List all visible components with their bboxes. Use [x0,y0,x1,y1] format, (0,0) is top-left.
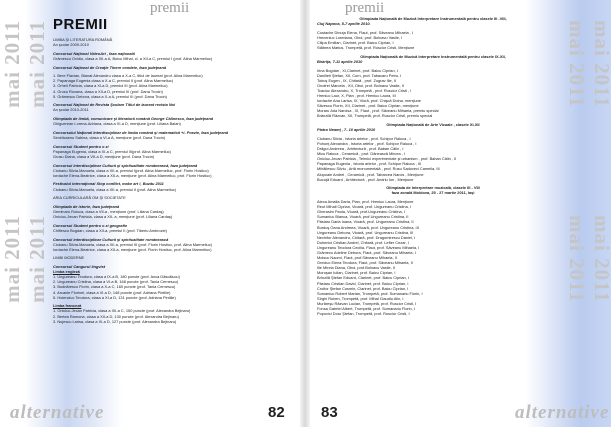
left-page [0,0,305,427]
section-heading: Olimpiada de istorie, faza judeţeană [53,203,120,209]
award-line: Reut Mihail Ciprian, Vioară, prof. Ungureanu Cristina, I [317,204,411,210]
page-title: PREMII [53,16,108,33]
award-line: Sumaniuc Bianca, Vioară, prof.Ungureanu Cristina, II [317,214,409,220]
side-stamp-right-outer: mai 2011 [590,20,614,108]
left-content [53,16,293,324]
award-line: Onicluc-Jecan Patricia, clasa a XII- a, menţiune (prof. Liliana Cardaş) [53,214,173,220]
award-line: Irina Bogdan , XI,Clarinet, prof. Baicu Ciprian, I [317,67,398,73]
section-heading: Concursului Naţional Interdisciplinar de limba română şi matematică +/- Poezie, faza judeţeană [53,129,229,135]
section-heading: Concursul Naţional de Revista Şcolare Titlul de laureat revista Noi [53,102,176,108]
section-heading: Concursul Naţional de Creaţie Tinere condeie, faza judeţeană [53,64,167,70]
section-heading: Concursul interdisciplinar Cultură şi spiritualitate românească, faza judeţeană [53,162,198,168]
section-heading: Olimpiada Naţională de Arte Vizuale , clasele XI-XII [386,122,480,128]
award-line: Grosu Diana, clasa a VII-a D, menţiune (prof. Dana Trocin) [53,153,155,159]
book-spine [300,0,310,427]
side-stamp-right-inner: mai 2011 [565,20,589,108]
page-number-right: 83 [321,404,338,421]
award-line: Pohonţ Alexandra , Istoria artelor , prof. Schipor Raluca , I [317,140,417,146]
award-line: 3. Orheii Patricia, clasa a XI-a D, premiul III (prof. Alina Marmeliuc) [53,83,168,89]
award-line: An şcolar 2009-2010 [53,42,89,48]
running-header-right: premii [345,0,385,16]
award-line: Pâslaru Cristian David, Clarinet, prof. Baicu Ciprian, I [317,280,409,286]
award-line: Sumaniuc Robert Marian, Trompetă, prof. Sumanariu Florin, I [317,290,423,296]
footer-alternative-left: alternative [10,402,105,423]
award-line: Brînzilă Ştefan Eduard, Clarinet, prof. Baicu Ciprian, I [317,275,409,281]
award-line: LIMBI MODERNE [53,255,85,261]
award-line: ARIA CURRICULARĂ OM ŞI SOCIETATE [53,195,126,201]
award-line: Costache Dinuţa Elena, Flaut, prof. Săveanu Mihaela , I [317,29,414,35]
award-line: Danilleti Ştefan, XII, Corn, prof. Tabacaru Petru, I [317,72,402,78]
left-text-block [53,37,293,324]
award-line: Alupoaie Andrei , Ceramică , prof. Tabarcea Narcis , Menţiune [317,171,424,177]
right-text-block [317,16,549,316]
award-line: Chifiescu Bogdan, clasa a XII-a, premiul II (prof. Tiberiu Ambrozie) [53,227,167,233]
award-line: Fonsa Gabriel Albert, Trompetă, prof. Sumanariu Florin, I [317,306,415,312]
section-heading: Olimpiada Naţională de Muzică Interpretare Instrumentală pentru clasele IX-XII, [360,53,506,59]
award-line: Ghiguerean Lorena-Adriana, clasa a XI-a D, menţiune (prof. Liliana Balan) [53,121,181,127]
award-line: 3. Bodnărescu Florin, clasa a X-a C, 160 puncte (prof. Tania Cernescu) [53,284,176,290]
subsection-heading: Limba franceză [53,303,82,309]
award-line: LIMBA ŞI LITERATURA ROMÂNĂ [53,37,113,42]
award-line: Grămescu Ovidiu, clasa a XII-a A, Boicu Mihai, cl. a XII-a C, premiul I (prof. Alina Marmeliuc) [53,55,213,61]
section-subheading: Piatra Neamţ , 7- 10 aprilie 2010 [317,127,376,133]
award-line: Moraru Ada Narcisa , XI, Flaut , prof. Săveanu Mihaela, premiu special [317,108,439,114]
award-line: Murăreşu Răzvan Lucian, Trompetă, prof. Ruscior Cristi, I [317,300,417,306]
section-heading: Concursul Naţional VideoArt , faza naţională [53,50,135,56]
award-line: Gherasim Paula, Vioară, prof.Ungureanu Cristina, I [317,209,405,215]
award-line: Sîrghi Ruben, Trompetă, prof. Mihai Claudiu Alin, I [317,295,404,301]
side-stamp-right-outer-2: mai 2011 [590,215,614,303]
award-line: Ciobanu Silvia-Manuela, clasa a XII-a, premiul I(prof. Alina Marmeliuc, prof. Florin Hostiuc) [53,167,209,173]
award-line: 2. Ungureanu Cristina, clasa a VI-a B, 168 puncte (prof. Tania Cernescu) [53,279,179,285]
award-line: 5. Holenciuc Teodora, clasa a XI-a D, 131 puncte (prof. Adriana Pintilie) [53,294,176,300]
award-line: Hreceniuc Loredana, Oboi, prof. Bolnavu Vasile, I [317,34,403,40]
award-line: Ungureanu Teodora Cecilia, Flaut, prof. Săveanu Mihaela, I [317,244,420,250]
side-stamp-left-outer-2: mai 2011 [0,215,24,303]
award-line: 5. Grămescu Debora, clasa a X-a A, premiul III (prof. Dana Trocin) [53,93,167,99]
section-heading: Concursul interdisciplinar Cultură şi spiritualitate românească [53,236,169,242]
side-stamp-left-outer: mai 2011 [0,20,24,108]
award-line: Iordache Elena-Beatrice, clasa a XII-a, menţiune (prof. Florin Hostiuc, prof. Alina Marmeliuc) [53,246,212,252]
award-line: Ciobanu Silvia-Manuela, clasa a XII-a, premiul II (prof. Alina Marmeliuc) [53,186,177,192]
award-line: 2. Bertea Ramona, clasa a XII-a D, 130 puncte (prof. Alexandra Bejinaru) [53,313,179,319]
award-line: Cilipa Emilian, Clarinet, prof. Baicu Ciprian, I [317,39,394,45]
award-line: Tcaciuc Alexandru, X, Trompetă , prof. Ruscior Cristi , I [317,87,412,93]
section-heading: Olimpiada de limbă, comunicare şi literatură română George Călinescu, faza judeţeană [53,116,214,122]
award-line: Onicluc-Jecan Patricia , Tehnici experimentale şi urbanism , prof. Baban Călin , II [317,156,457,162]
award-line: Ciobanu Silvia-Manuela, clasa a XII-a, premiul III (prof. Florin Hostiuc, prof. Alina Marmeliuc) [53,241,212,247]
award-line: 1. Onicluc-Jecan Patricia, clasa a XII-a C, 150 puncte (prof. Alexandra Bejinaru) [53,308,191,314]
running-header-left: premii [150,0,190,16]
section-subheading: Cluj Napoca, 5-7 aprilie 2010. [317,21,371,27]
award-line: Alexa Amalia Daria, Pian, prof. Hreniuc Laura, Menţiune [317,199,414,205]
page-number-left: 82 [268,404,285,421]
award-line: Papanaga Eugenia , Istoria artelor , prof. Schipor Raluca , III [317,161,422,167]
award-line: Dohenici Cristian Andrei, Chitară, prof. Lefter Cezar, I [317,239,409,245]
award-line: An şcolar 2010-2011 [53,107,89,113]
award-line: Onofrei Marcela , XII, Oboi, prof. Bolnavu Vasile, II [317,82,404,88]
award-line: Pâslaru Daria Ioana, Vioară, prof. Ungureanu Cristina, II [317,219,414,225]
award-line: 1. Bere Flavian, Bianat Alexandru clasa a X-a C, titlul de laureat (prof. Alina Marmeliuc) [53,73,203,79]
side-stamp-left-inner: mai 2011 [25,20,49,108]
award-line: Moroşan Iulian, Clarinet, prof. Baicu Ciprian, I [317,270,396,276]
award-line: 4. Grosu Roxana, clasa a XII-a D, premiul III (prof. Dana Trocin) [53,88,163,94]
footer-alternative-right: alternative [515,402,610,423]
right-content [317,16,549,316]
award-line: Ungureanu Debora, Vioară, prof. Ungureanu Cristina, III [317,229,414,235]
section-heading: Olimpiada de Interpretare muzicală, clasele III - VIII [386,185,480,191]
right-page [305,0,614,427]
award-line: Micu Raluca , Ceramică , prof. Dănească Mircea , I [317,151,406,157]
award-line: Mihăilescu Silviu , Artă monumentală , prof. Rusu Sadoveci Camelia, III [317,166,440,172]
subsection-heading: Limba engleză [53,269,80,275]
side-stamp-right-inner-2: mai 2011 [565,215,589,303]
section-heading: Concursul Cangurul lingvist [53,264,106,270]
award-line: Papanaga Eugenia, clasa a XI-a C, premiul III(prof. Alina Marmeliuc) [53,148,171,154]
award-line: Simirlicaenu Sabina, clasa a VI-a A, menţiune (prof. Dana Trocin) [53,134,166,140]
section-heading: Olimpiada Naţională de Muzică Interpretare Instrumentală pentru clasele III -VIII, [359,16,507,21]
award-line: Tobuş Eugen , IX, Chitară , prof. Zugrav Ilie, II [317,77,396,83]
award-line: Greciuc Elena Teodora, Flaut, prof. Săveanu Mihaela, II [317,260,413,266]
award-line: Popovici Doru Ştefan, Trompetă, prof. Ruscior Cristi, I [317,311,410,317]
award-line: Hreniuc Laur, X, Pian , prof. Hreniuc Laura, III [317,93,396,98]
award-line: 1. Ungureanu Teodora, clasa a IX-a B, 180 puncte (prof. Anca Dăscălucu) [53,274,180,280]
award-line: Stăbrea Marius, Trompetă, prof. Ruscior Cristi, Menţiune [317,45,415,51]
section-heading: faza zonală Moldova, 25 - 27 martie 2011, Iaşi [391,190,475,196]
award-line: 2. Papanaga Eugenia clasa a X-a C, premiul II (prof. Alina Marmeliuc) [53,78,174,84]
award-line: Croitor Ştefan Cosmin, Clarinet, prof. Baicu Ciprian, I [317,285,409,291]
side-stamp-left-inner-2: mai 2011 [25,215,49,303]
award-line: 4. Arcanie Florinel, clasa a VI-a D, 148 puncte (prof. Adriana Pintilie) [53,289,171,295]
award-line: Grămecu Adeline Debora, Flaut, prof. Săveanu Mihaela, I [317,250,416,255]
award-line: Nechifor Alexandru, Chitară, prof. Dragomirescu Daniel, I [317,234,416,240]
section-heading: Festivalul internaţional Stop conflict, make art !, Buzău 2011 [53,181,164,187]
award-line: Ciobanu Silvia , Istoria artelor , prof. Schipor Raluca , I [317,135,411,141]
award-line: Moisuc Naomi, Flaut, prof.Săveanu Mihaela, II [317,255,397,261]
award-line: Burduş Oana Andreea, Vioară, prof. Ungureanu Cristina, III [317,224,419,230]
section-heading: Concursul Student pentru o zi geografie [53,222,128,228]
award-line: Iordache Elena-Beatrice, clasa a XII-a, menţiune (prof. Alina Marmeliuc, prof. Florin Hostiuc) [53,172,212,178]
award-line: Drăgoi Andreea , Arhitectură , prof. Baban Călin , I [317,146,404,152]
section-heading: Concursul Student pentru o zi [53,143,109,149]
award-line: Bucuţă Eduard , Arhitectură , prof. Andriu Ion , Menţiune [317,176,414,182]
section-subheading: Bistriţa, 7-11 aprilie 2010 [317,58,363,64]
award-line: Săvescu Florin, XII, Clarinet , prof. Baicu Ciprian, menţiune [317,103,419,109]
award-line: Iordache Ana Larisa, IX, Vioră, prof. Chişcă Doina, menţiune [317,98,421,104]
award-line: Brânzilă Răzvan, XII, Trompetă, prof. Ruscior Cristi, premiu special [317,113,433,119]
award-line: Ilie Mirela Diana, Oboi, prof.Bolnavu Vasile, II [317,265,395,271]
award-line: 3. Nujescu Larisa, clasa a XI-a D, 127 puncte (prof. Alexandra Bejinaru) [53,318,177,324]
award-line: Geminaru Roluca, clasa a VII-a , menţiune (prof. Liliana Cardaş) [53,208,164,214]
